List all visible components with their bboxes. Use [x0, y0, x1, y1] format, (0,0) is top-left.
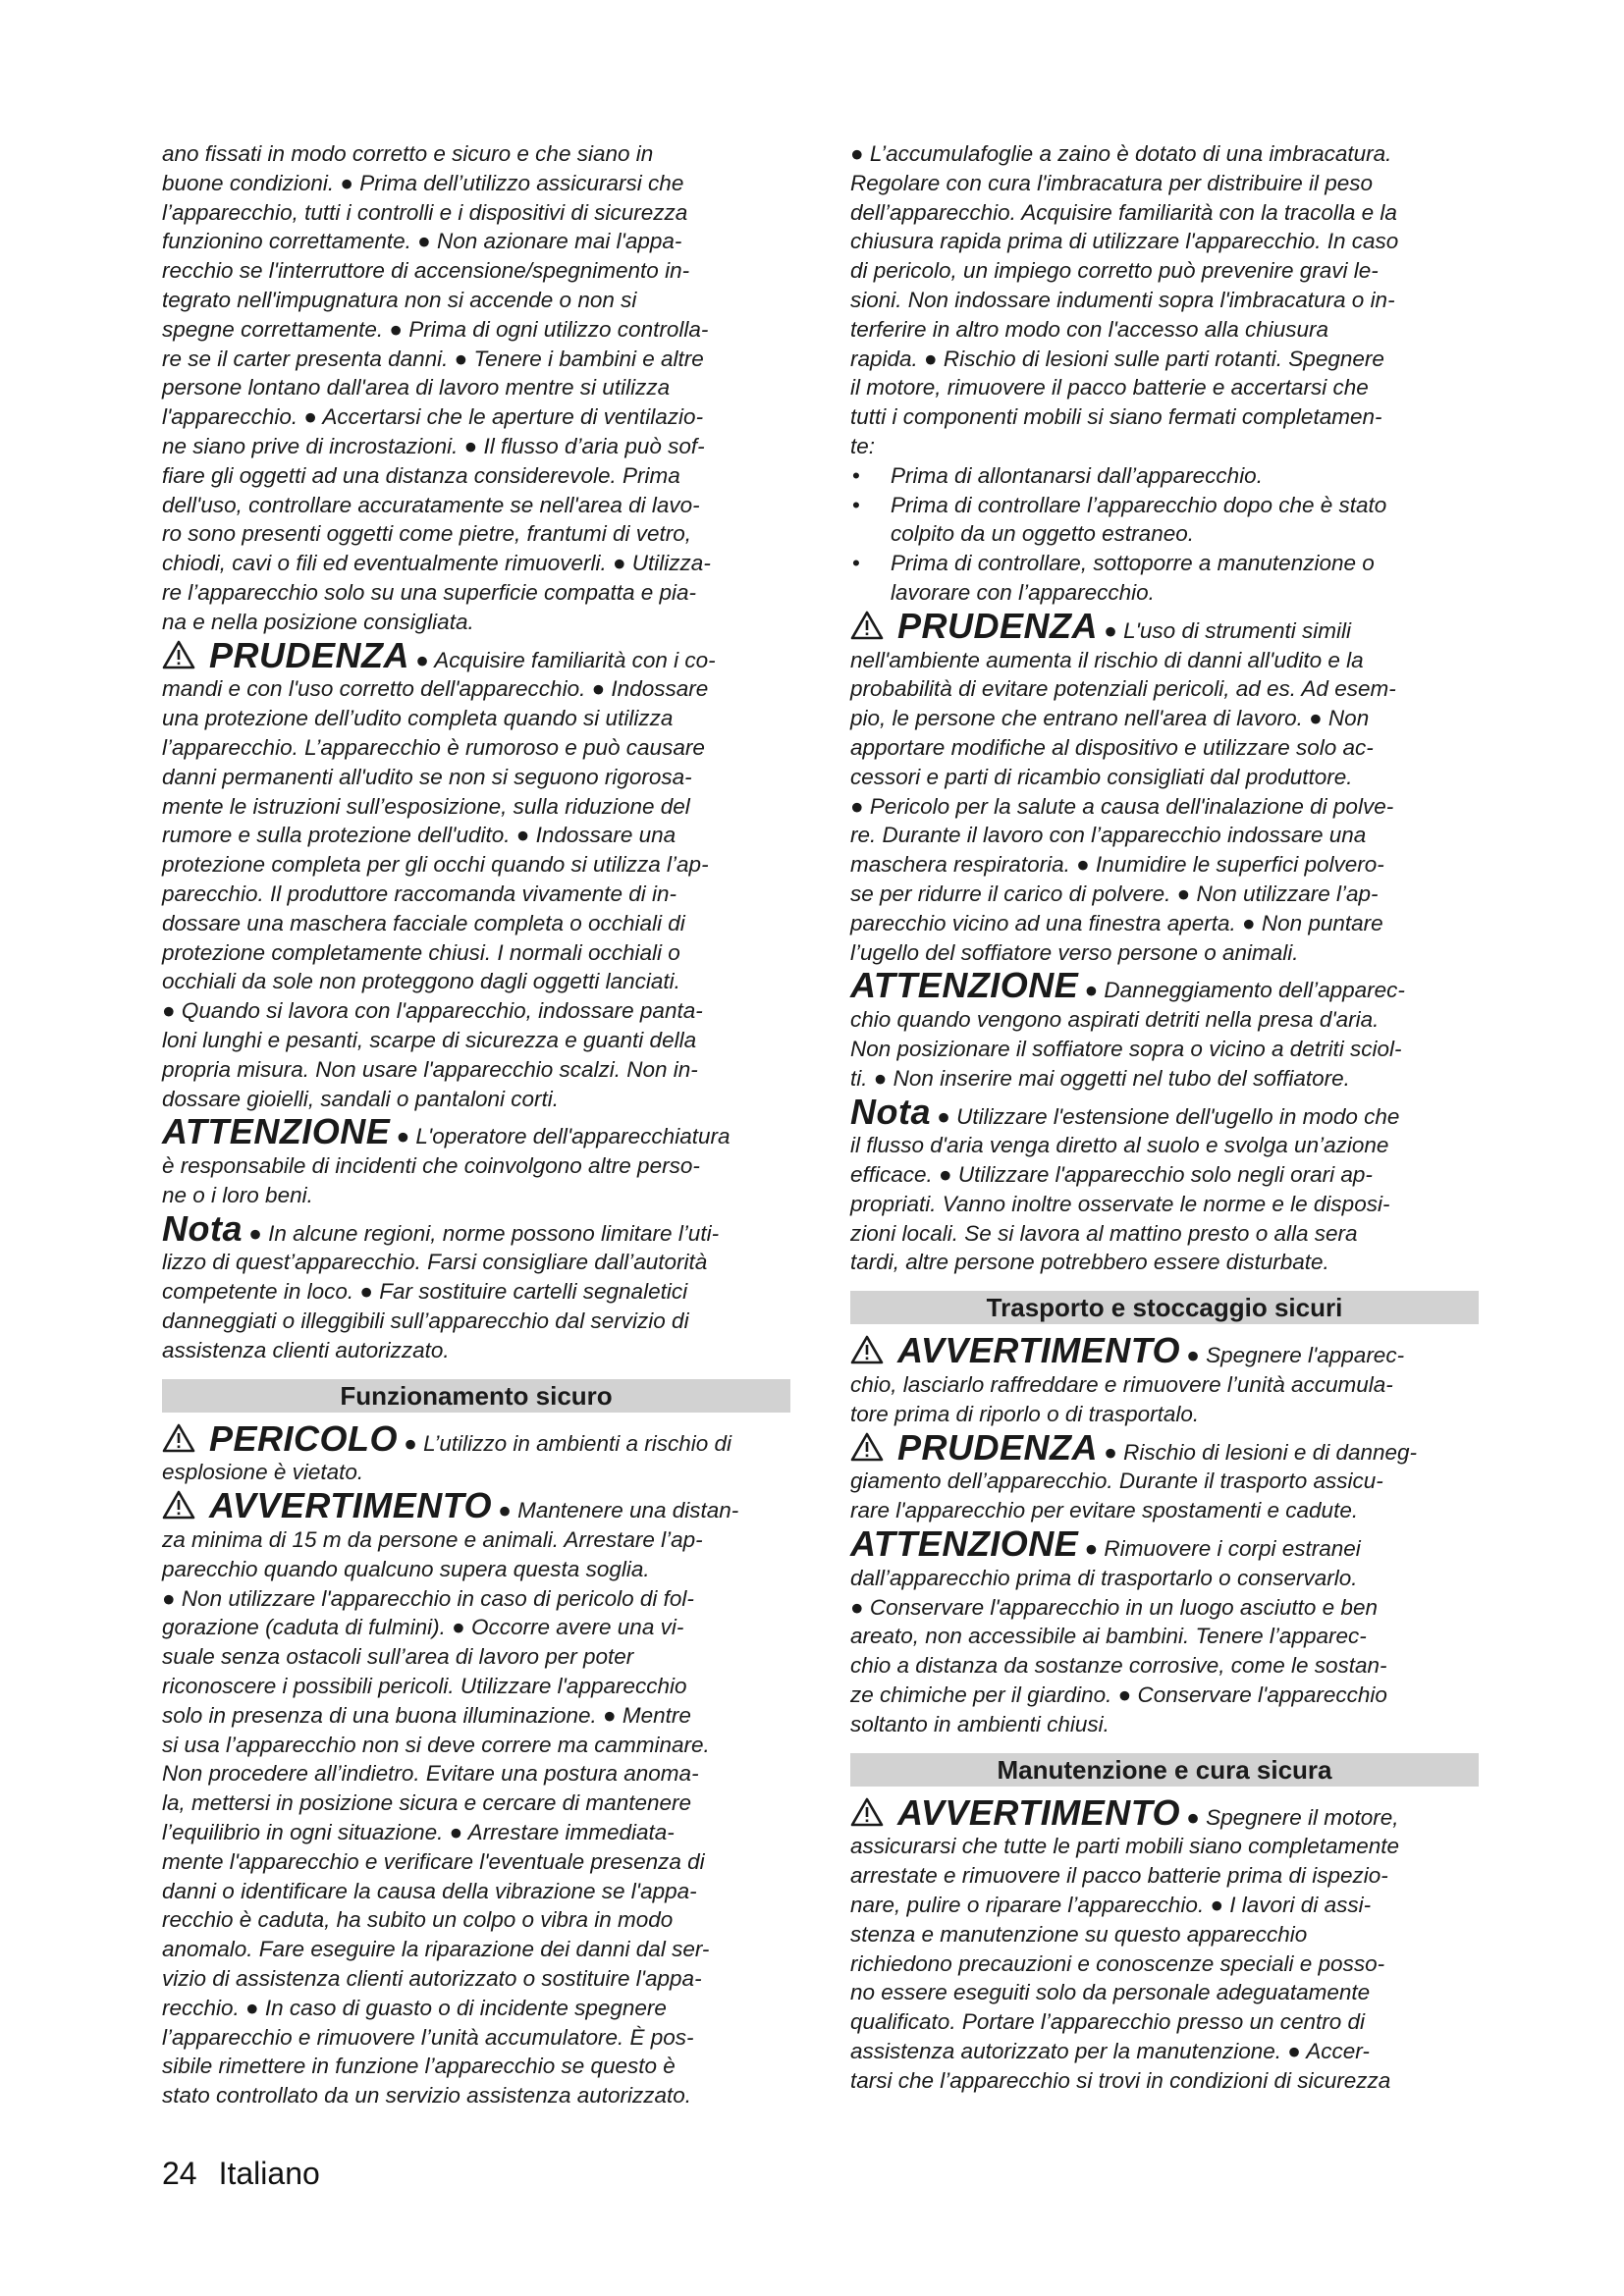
attenzione-keyword: ATTENZIONE	[162, 1111, 391, 1152]
nota-keyword: Nota	[850, 1091, 931, 1132]
right-column	[850, 139, 1479, 2096]
avvertimento-keyword: AVVERTIMENTO	[897, 1791, 1181, 1833]
list-item: • Prima di allontanarsi dall’apparecchio.	[850, 461, 1479, 491]
warning-triangle-icon	[162, 1423, 195, 1453]
nota-notice	[850, 1091, 1479, 1278]
avvertimento-keyword: AVVERTIMENTO	[209, 1485, 493, 1526]
pericolo-text: ● L’utilizzo in ambienti a rischio di esplosione è vietato.	[162, 1430, 732, 1485]
prudenza-notice	[850, 1426, 1479, 1525]
attenzione-notice	[850, 1523, 1479, 1739]
warning-triangle-icon	[850, 1335, 884, 1364]
section-heading-manutenzione: Manutenzione e cura sicura	[850, 1753, 1479, 1787]
avvertimento-text: ● Spegnere il motore, assicurarsi che tutte le parti mobili siano completamente arrestate e rimuovere il pacco batterie prima di ispezio- nare, pulire o riparare l’apparecchio. ● I lavori di assi- stenza e manutenzione su questo apparecchio richiedono precauzioni e conoscenze speciali e posso- no essere eseguiti solo da personale adeguatamente qualificato. Portare l’apparecchio presso un centro di assistenza autorizzato per la manutenzione. ● Accer- tarsi che l’apparecchio si trovi in condizioni di sicurezza	[850, 1804, 1400, 2093]
bullet-list	[850, 461, 1479, 608]
attenzione-notice	[850, 965, 1479, 1093]
intro-paragraph: ano fissati in modo corretto e sicuro e che siano in buone condizioni. ● Prima dell’utilizzo assicurarsi che l’apparecchio, tutti i controlli e i dispositivi di sicurezza funzionino correttamente. ● Non azionare mai l'appa- recchio se l'interruttore di accensione/spegnimento in- tegrato nell'impugnatura non si accende o non si spegne correttamente. ● Prima di ogni utilizzo controlla- re se il carter presenta danni. ● Tenere i bambini e altre persone lontano dall'area di lavoro mentre si utilizza l'apparecchio. ● Accertarsi che le aperture di ventilazio- ne siano prive di incrostazioni. ● Il flusso d’aria può sof- fiare gli oggetti ad una distanza considerevole. Prima dell'uso, controllare accuratamente se nell'area di lavo- ro sono presenti oggetti come pietre, frantumi di vetro, chiodi, cavi o fili ed eventualmente rimuoverli. ● Utilizza- re l’apparecchio solo su una superficie compatta e pia- na e nella posizione consigliata.	[162, 141, 711, 634]
list-item: • Prima di controllare l’apparecchio dopo che è stato colpito da un oggetto estraneo.	[850, 491, 1479, 550]
nota-notice	[162, 1207, 790, 1365]
pericolo-keyword: PERICOLO	[209, 1417, 399, 1459]
warning-triangle-icon	[850, 1432, 884, 1462]
page-footer	[162, 2156, 320, 2192]
prudenza-text: ● Rischio di lesioni e di danneg- giamento dell’apparecchio. Durante il trasporto assicu- rare l'apparecchio per evitare spostamenti e cadute.	[850, 1439, 1418, 1523]
warning-triangle-icon	[162, 1490, 195, 1520]
warning-triangle-icon	[162, 640, 195, 669]
warning-triangle-icon	[850, 611, 884, 640]
attenzione-text: ● Rimuovere i corpi estranei dall’apparecchio prima di trasportarlo o conservarlo. ● Conservare l'apparecchio in un luogo asciutto e ben areato, non accessibile ai bambini. Tenere l’apparec- chio a distanza da sostanze corrosive, come le sostan- ze chimiche per il giardino. ● Conservare l'apparecchio soltanto in ambienti chiusi.	[850, 1536, 1387, 1736]
harness-paragraph: ● L’accumulafoglie a zaino è dotato di una imbracatura. Regolare con cura l'imbracatura per distribuire il peso dell’apparecchio. Acquisire familiarità con la tracolla e la chiusura rapida prima di utilizzare l'apparecchio. In caso di pericolo, un impiego corretto può prevenire gravi le- sioni. Non indossare indumenti sopra l'imbracatura o in- terferire in altro modo con l'accesso alla chiusura rapida. ● Rischio di lesioni sulle parti rotanti. Spegnere il motore, rimuovere il pacco batterie e accertarsi che tutti i componenti mobili si siano fermati completamen- te:	[850, 141, 1399, 458]
section-heading-trasporto: Trasporto e stoccaggio sicuri	[850, 1291, 1479, 1324]
attenzione-keyword: ATTENZIONE	[850, 965, 1079, 1006]
list-item: • Prima di controllare, sottoporre a manutenzione o lavorare con l’apparecchio.	[850, 549, 1479, 608]
left-column	[162, 139, 790, 2110]
nota-keyword: Nota	[162, 1207, 243, 1249]
prudenza-keyword: PRUDENZA	[897, 605, 1099, 646]
avvertimento-notice	[162, 1485, 790, 2110]
prudenza-notice	[850, 605, 1479, 968]
attenzione-keyword: ATTENZIONE	[850, 1523, 1079, 1565]
avvertimento-notice	[850, 1791, 1479, 2096]
attenzione-notice	[162, 1111, 790, 1209]
nota-text: ● Utilizzare l'estensione dell'ugello in modo che il flusso d'aria venga diretto al suolo e svolga un’azione efficace. ● Utilizzare l'apparecchio solo negli orari ap- propriati. Vanno inoltre osservate le norme e le disposi- zioni locali. Se si lavora al mattino presto o alla sera tardi, altre persone potrebbero essere disturbate.	[850, 1103, 1400, 1275]
prudenza-text: ● L'uso di strumenti simili nell'ambiente aumenta il rischio di danni all'udito e la probabilità di evitare potenziali pericoli, ad es. Ad esem- pio, le persone che entrano nell'area di lavoro. ● Non apportare modifiche al dispositivo e utilizzare solo ac- cessori e parti di ricambio consigliati dal produttore. ● Pericolo per la salute a causa dell'inalazione di polve- re. Durante il lavoro con l’apparecchio indossare una maschera respiratoria. ● Inumidire le superfici polvero- se per ridurre il carico di polvere. ● Non utilizzare l’ap- parecchio vicino ad una finestra aperta. ● Non puntare l’ugello del soffiatore verso persone o animali.	[850, 617, 1396, 965]
attenzione-text: ● L'operatore dell'apparecchiatura è responsabile di incidenti che coinvolgono altre perso- ne o i loro beni.	[162, 1124, 731, 1207]
prudenza-keyword: PRUDENZA	[897, 1426, 1099, 1468]
page-number: 24	[162, 2156, 197, 2191]
section-heading-funzionamento: Funzionamento sicuro	[162, 1379, 790, 1413]
nota-text: ● In alcune regioni, norme possono limitare l’uti- lizzo di quest’apparecchio. Farsi consigliare dall’autorità competente in loco. ● Far sostituire cartelli segnaletici danneggiati o illeggibili sull’apparecchio dal servizio di assistenza clienti autorizzato.	[162, 1220, 720, 1362]
prudenza-text: ● Acquisire familiarità con i co- mandi e con l'uso corretto dell'apparecchio. ● Indossare una protezione dell’udito completa quando si utilizza l’apparecchio. L’apparecchio è rumoroso e può causare danni permanenti all'udito se non si seguono rigorosa- mente le istruzioni sull’esposizione, sulla riduzione del rumore e sulla protezione dell'udito. ● Indossare una protezione completa per gli occhi quando si utilizza l’ap- parecchio. Il produttore raccomanda vivamente di in- dossare una maschera facciale completa o occhiali di protezione completamente chiusi. I normali occhiali o occhiali da sole non proteggono dagli oggetti lanciati. ● Quando si lavora con l'apparecchio, indossare panta- loni lunghi e pesanti, scarpe di sicurezza e guanti della propria misura. Non usare l'apparecchio scalzi. Non in- dossare gioielli, sandali o pantaloni corti.	[162, 647, 716, 1111]
attenzione-text: ● Danneggiamento dell’apparec- chio quando vengono aspirati detriti nella presa d'aria. Non posizionare il soffiatore sopra o vicino a detriti sciol- ti. ● Non inserire mai oggetti nel tubo del soffiatore.	[850, 978, 1405, 1091]
warning-triangle-icon	[850, 1797, 884, 1827]
prudenza-keyword: PRUDENZA	[209, 634, 410, 675]
pericolo-notice	[162, 1417, 790, 1488]
avvertimento-text: ● Spegnere l'apparec- chio, lasciarlo raffreddare e rimuovere l’unità accumula- tore prima di riporlo o di trasportalo.	[850, 1343, 1405, 1426]
avvertimento-notice	[850, 1330, 1479, 1428]
prudenza-notice	[162, 634, 790, 1114]
footer-language: Italiano	[218, 2156, 320, 2191]
avvertimento-keyword: AVVERTIMENTO	[897, 1330, 1181, 1371]
avvertimento-text: ● Mantenere una distan- za minima di 15 m da persone e animali. Arrestare l’ap- parecchio quando qualcuno supera questa soglia. ● Non utilizzare l'apparecchio in caso di pericolo di fol- gorazione (caduta di fulmini). ● Occorre avere una vi- suale senza ostacoli sull’area di lavoro per poter riconoscere i possibili pericoli. Utilizzare l'apparecchio solo in presenza di una buona illuminazione. ● Mentre si usa l’apparecchio non si deve correre ma camminare. Non procedere all’indietro. Evitare una postura anoma- la, mettersi in posizione sicura e cercare di mantenere l’equilibrio in ogni situazione. ● Arrestare immediata- mente l'apparecchio e verificare l'eventuale presenza di danni o identificare la causa della vibrazione se l'appa- recchio è caduta, ha subito un colpo o vibra in modo anomalo. Fare eseguire la riparazione dei danni dal ser- vizio di assistenza clienti autorizzato o sostituire l'appa- recchio. ● In caso di guasto o di incidente spegnere l’apparecchio e rimuovere l’unità accumulatore. È pos- sibile rimettere in funzione l’apparecchio se questo è stato controllato da un servizio assistenza autorizzato.	[162, 1498, 739, 2109]
